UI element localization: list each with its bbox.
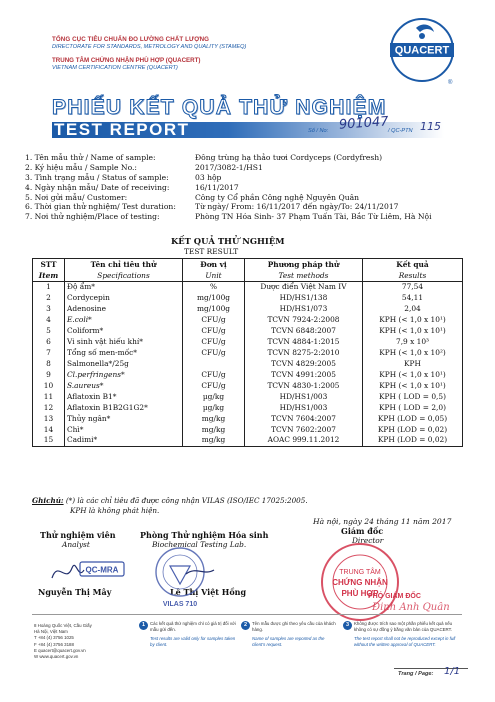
address-line: Hà Nội, Việt Nam [34,629,68,635]
cell-method: TCVN 4830-1:2005 [245,380,363,391]
info-label: 2. Ký hiệu mẫu / Sample No.: [25,162,137,172]
cell-result: KPH (< 1,0 x 10¹) [363,325,463,336]
cell-item: 2 [33,292,65,303]
footer-note-1 [141,621,236,647]
table-row [33,325,463,336]
report-title-vn: PHIẾU KẾT QUẢ THỬ NGHIỆM [52,96,387,119]
cell-result: KPH [363,358,463,369]
table-header-row [33,259,463,271]
cell-unit: mg/kg [183,413,245,424]
cell-method: TCVN 4884-1:2015 [245,336,363,347]
analyst-title: Thử nghiệm viên [40,530,116,540]
registered-mark: ® [448,80,453,86]
col-subheader-item: Item [33,271,65,282]
cell-result: KPH (< 1,0 x 10¹) [363,380,463,391]
results-table [32,258,463,447]
footer-note-en: Name of samples are reported as the client's request. [252,636,325,647]
cell-unit: CFU/g [183,347,245,358]
info-value: 03 hộp [195,172,222,182]
info-label: 1. Tên mẫu thử / Name of sample: [25,153,156,162]
cell-result: KPH (< 1,0 x 10¹) [363,369,463,380]
results-title: KẾT QUẢ THỬ NGHIỆM [171,236,285,246]
cell-item: 6 [33,336,65,347]
notes-text-1: (*) là các chỉ tiêu đã được công nhận VILAS (ISO/IEC 17025:2005. [63,496,308,505]
qc-mra-text: QC-MRA [85,565,119,575]
cell-unit: CFU/g [183,325,245,336]
info-label: 6. Thời gian thử nghiệm/ Test duration: [25,202,176,212]
logo-text: QUACERT [394,44,450,57]
stamp-line-3: PHÙ HỢP [341,589,379,598]
director-title: Giám đốc [341,526,384,536]
info-row [25,173,485,183]
info-label: 7. Nơi thử nghiệm/Place of testing: [25,212,160,222]
cell-result: KPH (LOD = 0,05) [363,413,463,424]
footer-address [34,623,114,660]
cell-unit: µg/kg [183,402,245,413]
org-name-en: DIRECTORATE FOR STANDARDS, METROLOGY AND QUALITY (STAMEQ) [52,44,247,50]
report-title-en: TEST REPORT [54,120,190,139]
footer-note-number: 3 [343,621,352,630]
cell-result: 54,11 [363,292,463,303]
info-value: Phòng TN Hóa Sinh- 37 Phạm Tuấn Tài, Bắc Từ Liêm, Hà Nội [195,212,432,222]
cell-item: 7 [33,347,65,358]
page-label: Trang / Page: [398,671,434,677]
table-row [33,314,463,325]
table-row [33,281,463,292]
table-row [33,402,463,413]
cell-spec: Adenosine [65,303,183,314]
deputy-director-label: PHÓ GIÁM ĐỐC [368,593,421,600]
info-value: Đông trùng hạ thảo tươi Cordyceps (Cordyfresh) [195,153,383,162]
cell-spec: Salmonella*/25g [65,358,183,369]
cell-unit: mg/100g [183,303,245,314]
table-row [33,336,463,347]
cell-item: 9 [33,369,65,380]
cell-unit: µg/kg [183,391,245,402]
footer-note-vn: Các kết quả thử nghiệm chỉ có giá trị đối với mẫu gửi đến. [150,621,236,632]
cell-result: 2,04 [363,303,463,314]
footer-note-vn: Tên mẫu được ghi theo yêu cầu của khách hàng. [252,621,336,632]
cell-result: KPH (LOD = 0,02) [363,435,463,446]
stamp-line-1: TRUNG TÂM [339,569,381,576]
cell-item: 15 [33,435,65,446]
cell-result: KPH ( LOD = 0,5) [363,391,463,402]
cell-method: TCVN 6848:2007 [245,325,363,336]
info-row [25,202,485,212]
cell-spec: Aflatoxin B1B2G1G2* [65,402,183,413]
cell-spec: S.aureus* [65,380,183,391]
analyst-signature-stamp [48,550,138,590]
info-value: Từ ngày/ From: 16/11/2017 đến ngày/To: 24/11/2017 [195,202,399,212]
director-title-en: Director [352,536,384,545]
cell-item: 1 [33,281,65,292]
address-line: 8 Hoàng Quốc Việt, Cầu Giấy [34,623,92,628]
report-number-suffix-handwritten: 115 [420,120,441,133]
info-value: Công ty Cổ phần Công nghệ Nguyên Quân [195,192,359,202]
report-number-suffix: / QC-PTN [388,128,413,134]
cell-result: KPH (< 1,0 x 10¹) [363,314,463,325]
table-row [33,369,463,380]
cell-unit: mg/kg [183,424,245,435]
report-number-handwritten: 901047 [338,114,390,133]
table-row [33,303,463,314]
col-header-method: Phương pháp thử [245,259,363,271]
footer-note-en: The test report shall not be reproduced except in full without the written approval of QUACERT. [354,636,456,647]
info-label: 3. Tình trạng mẫu / Status of sample: [25,172,169,182]
table-row [33,435,463,446]
org-name-vn: TỔNG CỤC TIÊU CHUẨN ĐO LƯỜNG CHẤT LƯỢNG [52,36,210,43]
col-subheader-unit: Unit [183,271,245,282]
col-subheader-spec: Specifications [65,271,183,282]
notes-line-1 [32,496,308,505]
cell-method: HD/HS1/073 [245,303,363,314]
cell-spec: Độ ẩm* [65,281,183,292]
issue-date: Hà nội, ngày 24 tháng 11 năm 2017 [313,517,452,526]
info-value: 2017/3082-1/HS1 [195,162,263,172]
col-header-result: Kết quả [363,259,463,271]
cell-spec: Coliform* [65,325,183,336]
cell-item: 10 [33,380,65,391]
cell-spec: Vi sinh vật hiếu khí* [65,336,183,347]
address-line: W www.quacert.gov.vn [34,654,79,660]
info-label: 4. Ngày nhận mẫu/ Date of receiving: [25,182,170,192]
footer-note-number: 2 [241,621,250,630]
cell-item: 5 [33,325,65,336]
cell-item: 4 [33,314,65,325]
notes-line-2: KPH là không phát hiện. [70,506,160,515]
lab-title: Phòng Thử nghiệm Hóa sinh [140,530,269,540]
cell-method: TCVN 7924-2:2008 [245,314,363,325]
cell-spec: Cl.perfringens* [65,369,183,380]
analyst-title-en: Analyst [62,540,90,549]
col-subheader-result: Results [363,271,463,282]
table-row [33,358,463,369]
cell-item: 14 [33,424,65,435]
cell-method: HD/HS1/003 [245,391,363,402]
info-row [25,153,485,163]
center-name-vn: TRUNG TÂM CHỨNG NHẬN PHÙ HỢP (QUACERT) [52,57,201,64]
table-row [33,424,463,435]
vilas-label: VILAS 710 [162,601,198,608]
table-row [33,292,463,303]
analyst-name: Nguyễn Thị Mây [38,587,112,597]
cell-method: TCVN 4991:2005 [245,369,363,380]
address-line: F +84 (4) 3756 3188 [34,641,74,647]
cell-result: KPH ( LOD = 2,0) [363,402,463,413]
stamp-line-2: CHỨNG NHẬN [332,578,388,587]
footer-note-2 [243,621,338,647]
cell-method: TCVN 7602:2007 [245,424,363,435]
footer-note-en: Test results are valid only for samples taken by client. [150,636,236,647]
lab-head-name: Lê Thị Việt Hồng [170,587,247,597]
cell-method: TCVN 7604:2007 [245,413,363,424]
info-value: 16/11/2017 [195,182,239,192]
col-header-item: STT [33,259,65,271]
cell-method: TCVN 8275-2:2010 [245,347,363,358]
cell-spec: Chì* [65,424,183,435]
cell-unit: % [183,281,245,292]
director-signature-name: Đinh Anh Quân [372,602,450,613]
cell-result: KPH (LOD = 0,02) [363,424,463,435]
cell-spec: E.coli* [65,314,183,325]
quacert-logo [386,16,458,88]
info-label: 5. Nơi gửi mẫu/ Customer: [25,192,128,202]
cell-item: 8 [33,358,65,369]
cell-result: KPH (< 1,0 x 10²) [363,347,463,358]
cell-result: 77,54 [363,281,463,292]
footer [32,614,462,664]
table-row [33,391,463,402]
col-header-unit: Đơn vị [183,259,245,271]
cell-result: 7,9 x 10³ [363,336,463,347]
cell-unit: mg/100g [183,292,245,303]
address-line: E quacert@quacert.gov.vn [34,647,86,653]
info-row [25,183,485,193]
lab-title-en: Biochemical Testing Lab. [152,540,247,549]
col-subheader-method: Test methods [245,271,363,282]
cell-unit [183,358,245,369]
page-number: 1/1 [444,666,461,677]
cell-spec: Cadimi* [65,435,183,446]
cell-item: 3 [33,303,65,314]
footer-note-number: 1 [139,621,148,630]
cell-unit: CFU/g [183,314,245,325]
sample-info [25,153,485,222]
cell-spec: Tổng số men-mốc* [65,347,183,358]
address-line: T +84 (4) 3756 1025 [34,635,74,641]
info-row [25,212,485,222]
center-name-en: VIETNAM CERTIFICATION CENTRE (QUACERT) [52,65,178,71]
table-row [33,413,463,424]
cell-spec: Thủy ngân* [65,413,183,424]
cell-unit: mg/kg [183,435,245,446]
footer-note-3 [345,621,458,647]
results-subtitle: TEST RESULT [184,247,239,256]
cell-method: HD/HS1/003 [245,402,363,413]
cell-unit: CFU/g [183,369,245,380]
col-header-spec: Tên chỉ tiêu thử [65,259,183,271]
vilas-stamp [148,544,218,608]
footer-note-vn: Không được trích sao một phần phiếu kết quả nếu không có sự đồng ý bằng văn bản của QUACERT. [354,621,453,632]
table-row [33,380,463,391]
cell-method: AOAC 999.11.2012 [245,435,363,446]
cell-method: Dược điển Việt Nam IV [245,281,363,292]
notes-label: Ghichú: [32,496,64,505]
info-row [25,193,485,203]
cell-unit: CFU/g [183,380,245,391]
info-row [25,163,485,173]
table-subheader-row [33,271,463,282]
cell-unit: CFU/g [183,336,245,347]
report-number-label: Số / No: [308,128,329,134]
cell-method: HD/HS1/138 [245,292,363,303]
cell-item: 12 [33,402,65,413]
cell-method: TCVN 4829:2005 [245,358,363,369]
cell-spec: Cordycepin [65,292,183,303]
cell-spec: Aflatoxin B1* [65,391,183,402]
cell-item: 11 [33,391,65,402]
cell-item: 13 [33,413,65,424]
table-row [33,347,463,358]
